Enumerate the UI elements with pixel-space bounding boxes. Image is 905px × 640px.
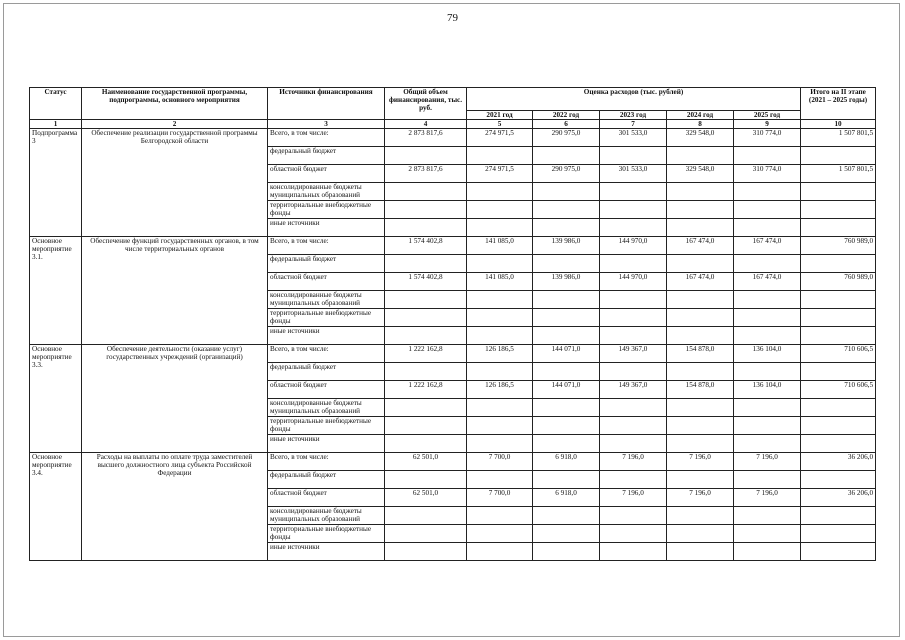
column-number: 6 [533,120,600,129]
funding-source-label: консолидированные бюджеты муниципальных образований [268,291,385,309]
amount-cell: 301 533,0 [600,165,667,183]
funding-source-label: консолидированные бюджеты муниципальных образований [268,507,385,525]
empty-cell [667,327,734,345]
amount-cell: 760 989,0 [801,273,876,291]
empty-cell [600,417,667,435]
column-number: 5 [467,120,533,129]
amount-cell: 62 501,0 [385,453,467,471]
empty-cell [467,291,533,309]
empty-cell [667,417,734,435]
table-row [30,453,876,471]
amount-cell: 710 606,5 [801,345,876,363]
column-number: 7 [600,120,667,129]
amount-cell: 760 989,0 [801,237,876,255]
header-year: 2025 год [734,111,801,120]
empty-cell [600,525,667,543]
amount-cell: 301 533,0 [600,129,667,147]
empty-cell [533,417,600,435]
funding-source-label: областной бюджет [268,273,385,291]
amount-cell: 144 970,0 [600,237,667,255]
amount-cell: 167 474,0 [667,273,734,291]
amount-cell: 7 196,0 [600,453,667,471]
header-name: Наименование государственной программы, подпрограммы, основного мероприятия [82,88,268,120]
empty-cell [467,309,533,327]
amount-cell: 1 507 801,5 [801,165,876,183]
amount-cell: 36 206,0 [801,489,876,507]
amount-cell: 2 873 817,6 [385,129,467,147]
empty-cell [734,255,801,273]
empty-cell [600,327,667,345]
empty-cell [734,543,801,561]
empty-cell [667,399,734,417]
funding-source-label: областной бюджет [268,381,385,399]
funding-source-label: Всего, в том числе: [268,129,385,147]
amount-cell: 2 873 817,6 [385,165,467,183]
funding-source-label: Всего, в том числе: [268,453,385,471]
amount-cell: 126 186,5 [467,381,533,399]
empty-cell [801,471,876,489]
empty-cell [533,399,600,417]
funding-source-label: иные источники [268,543,385,561]
funding-source-label: территориальные внебюджетные фонды [268,201,385,219]
empty-cell [600,471,667,489]
funding-source-label: Всего, в том числе: [268,345,385,363]
empty-cell [801,417,876,435]
funding-source-label: иные источники [268,435,385,453]
empty-cell [533,201,600,219]
row-program-name: Обеспечение деятельности (оказание услуг) государственных учреждений (организаций) [82,345,268,453]
funding-source-label: консолидированные бюджеты муниципальных образований [268,183,385,201]
empty-cell [533,255,600,273]
amount-cell: 290 975,0 [533,165,600,183]
amount-cell: 7 196,0 [734,489,801,507]
empty-cell [533,507,600,525]
header-sources: Источники финансирования [268,88,385,120]
empty-cell [467,219,533,237]
empty-cell [734,363,801,381]
amount-cell: 141 085,0 [467,273,533,291]
amount-cell: 274 971,5 [467,129,533,147]
empty-cell [667,255,734,273]
empty-cell [467,435,533,453]
empty-cell [385,399,467,417]
empty-cell [801,525,876,543]
empty-cell [533,291,600,309]
header-year: 2022 год [533,111,600,120]
empty-cell [667,219,734,237]
empty-cell [801,543,876,561]
column-number: 8 [667,120,734,129]
empty-cell [385,471,467,489]
empty-cell [600,507,667,525]
empty-cell [600,309,667,327]
amount-cell: 1 222 162,8 [385,381,467,399]
empty-cell [600,201,667,219]
amount-cell: 139 986,0 [533,273,600,291]
amount-cell: 7 700,0 [467,453,533,471]
header-expenses: Оценка расходов (тыс. рублей) [467,88,801,111]
empty-cell [801,327,876,345]
row-status: Основное мероприятие 3.3. [30,345,82,453]
amount-cell: 6 918,0 [533,489,600,507]
empty-cell [667,147,734,165]
amount-cell: 144 970,0 [600,273,667,291]
empty-cell [734,417,801,435]
empty-cell [600,399,667,417]
empty-cell [385,291,467,309]
empty-cell [801,507,876,525]
empty-cell [467,255,533,273]
empty-cell [533,435,600,453]
empty-cell [801,291,876,309]
funding-source-label: областной бюджет [268,165,385,183]
row-status: Основное мероприятие 3.1. [30,237,82,345]
empty-cell [467,327,533,345]
empty-cell [801,201,876,219]
funding-source-label: территориальные внебюджетные фонды [268,309,385,327]
amount-cell: 154 878,0 [667,381,734,399]
amount-cell: 154 878,0 [667,345,734,363]
empty-cell [734,399,801,417]
empty-cell [467,543,533,561]
empty-cell [667,471,734,489]
empty-cell [734,309,801,327]
empty-cell [385,327,467,345]
empty-cell [801,435,876,453]
empty-cell [467,363,533,381]
header-stage-total: Итого на II этапе (2021 – 2025 годы) [801,88,876,120]
header-year: 2021 год [467,111,533,120]
funding-source-label: федеральный бюджет [268,147,385,165]
amount-cell: 7 700,0 [467,489,533,507]
funding-source-label: областной бюджет [268,489,385,507]
column-number: 3 [268,120,385,129]
amount-cell: 6 918,0 [533,453,600,471]
empty-cell [734,507,801,525]
empty-cell [467,183,533,201]
column-number: 1 [30,120,82,129]
empty-cell [734,525,801,543]
header-year: 2023 год [600,111,667,120]
budget-table [29,87,876,561]
empty-cell [385,435,467,453]
empty-cell [385,219,467,237]
empty-cell [385,507,467,525]
amount-cell: 136 104,0 [734,381,801,399]
empty-cell [801,363,876,381]
empty-cell [600,363,667,381]
header-total-volume: Общий объем финансирования, тыс. руб. [385,88,467,120]
empty-cell [533,309,600,327]
funding-source-label: территориальные внебюджетные фонды [268,525,385,543]
amount-cell: 1 507 801,5 [801,129,876,147]
empty-cell [467,507,533,525]
empty-cell [385,525,467,543]
empty-cell [385,543,467,561]
empty-cell [600,543,667,561]
amount-cell: 141 085,0 [467,237,533,255]
empty-cell [734,219,801,237]
empty-cell [385,201,467,219]
column-number-row [30,120,876,129]
row-program-name: Обеспечение реализации государственной программы Белгородской области [82,129,268,237]
empty-cell [467,471,533,489]
empty-cell [667,201,734,219]
empty-cell [667,435,734,453]
empty-cell [667,543,734,561]
empty-cell [734,291,801,309]
empty-cell [667,309,734,327]
empty-cell [467,147,533,165]
empty-cell [734,147,801,165]
header-year: 2024 год [667,111,734,120]
amount-cell: 126 186,5 [467,345,533,363]
empty-cell [600,183,667,201]
row-program-name: Расходы на выплаты по оплате труда заместителей высшего должностного лица субъекта Российской Федерации [82,453,268,561]
empty-cell [385,417,467,435]
empty-cell [600,255,667,273]
row-status: Основное мероприятие 3.4. [30,453,82,561]
empty-cell [385,183,467,201]
amount-cell: 290 975,0 [533,129,600,147]
empty-cell [533,543,600,561]
empty-cell [385,255,467,273]
empty-cell [667,183,734,201]
amount-cell: 62 501,0 [385,489,467,507]
empty-cell [801,399,876,417]
funding-source-label: иные источники [268,219,385,237]
empty-cell [385,309,467,327]
amount-cell: 144 071,0 [533,381,600,399]
funding-source-label: территориальные внебюджетные фонды [268,417,385,435]
column-number: 10 [801,120,876,129]
column-number: 9 [734,120,801,129]
amount-cell: 7 196,0 [734,453,801,471]
amount-cell: 329 548,0 [667,165,734,183]
amount-cell: 7 196,0 [600,489,667,507]
amount-cell: 1 574 402,8 [385,273,467,291]
empty-cell [533,363,600,381]
empty-cell [385,147,467,165]
empty-cell [734,435,801,453]
funding-source-label: иные источники [268,327,385,345]
empty-cell [600,219,667,237]
funding-source-label: федеральный бюджет [268,255,385,273]
funding-source-label: федеральный бюджет [268,471,385,489]
empty-cell [667,525,734,543]
empty-cell [734,201,801,219]
amount-cell: 1 222 162,8 [385,345,467,363]
amount-cell: 710 606,5 [801,381,876,399]
empty-cell [600,147,667,165]
header-status: Статус [30,88,82,120]
amount-cell: 149 367,0 [600,345,667,363]
row-status: Подпрограмма 3 [30,129,82,237]
amount-cell: 167 474,0 [734,237,801,255]
empty-cell [801,147,876,165]
amount-cell: 167 474,0 [734,273,801,291]
amount-cell: 7 196,0 [667,489,734,507]
empty-cell [734,471,801,489]
empty-cell [667,291,734,309]
empty-cell [533,471,600,489]
empty-cell [467,525,533,543]
empty-cell [533,183,600,201]
empty-cell [467,399,533,417]
empty-cell [533,327,600,345]
funding-source-label: Всего, в том числе: [268,237,385,255]
table-row [30,237,876,255]
amount-cell: 139 986,0 [533,237,600,255]
empty-cell [533,219,600,237]
funding-source-label: федеральный бюджет [268,363,385,381]
empty-cell [467,417,533,435]
amount-cell: 136 104,0 [734,345,801,363]
empty-cell [801,219,876,237]
funding-source-label: консолидированные бюджеты муниципальных образований [268,399,385,417]
empty-cell [734,183,801,201]
amount-cell: 329 548,0 [667,129,734,147]
table-row [30,345,876,363]
amount-cell: 310 774,0 [734,165,801,183]
empty-cell [801,309,876,327]
empty-cell [667,507,734,525]
empty-cell [734,327,801,345]
empty-cell [600,435,667,453]
amount-cell: 144 071,0 [533,345,600,363]
empty-cell [385,363,467,381]
empty-cell [801,255,876,273]
empty-cell [667,363,734,381]
amount-cell: 7 196,0 [667,453,734,471]
amount-cell: 167 474,0 [667,237,734,255]
amount-cell: 274 971,5 [467,165,533,183]
amount-cell: 1 574 402,8 [385,237,467,255]
page-number: 79 [447,12,458,24]
empty-cell [533,147,600,165]
amount-cell: 310 774,0 [734,129,801,147]
empty-cell [801,183,876,201]
empty-cell [533,525,600,543]
column-number: 2 [82,120,268,129]
empty-cell [467,201,533,219]
table-row [30,129,876,147]
amount-cell: 149 367,0 [600,381,667,399]
row-program-name: Обеспечение функций государственных органов, в том числе территориальных органов [82,237,268,345]
amount-cell: 36 206,0 [801,453,876,471]
column-number: 4 [385,120,467,129]
empty-cell [600,291,667,309]
